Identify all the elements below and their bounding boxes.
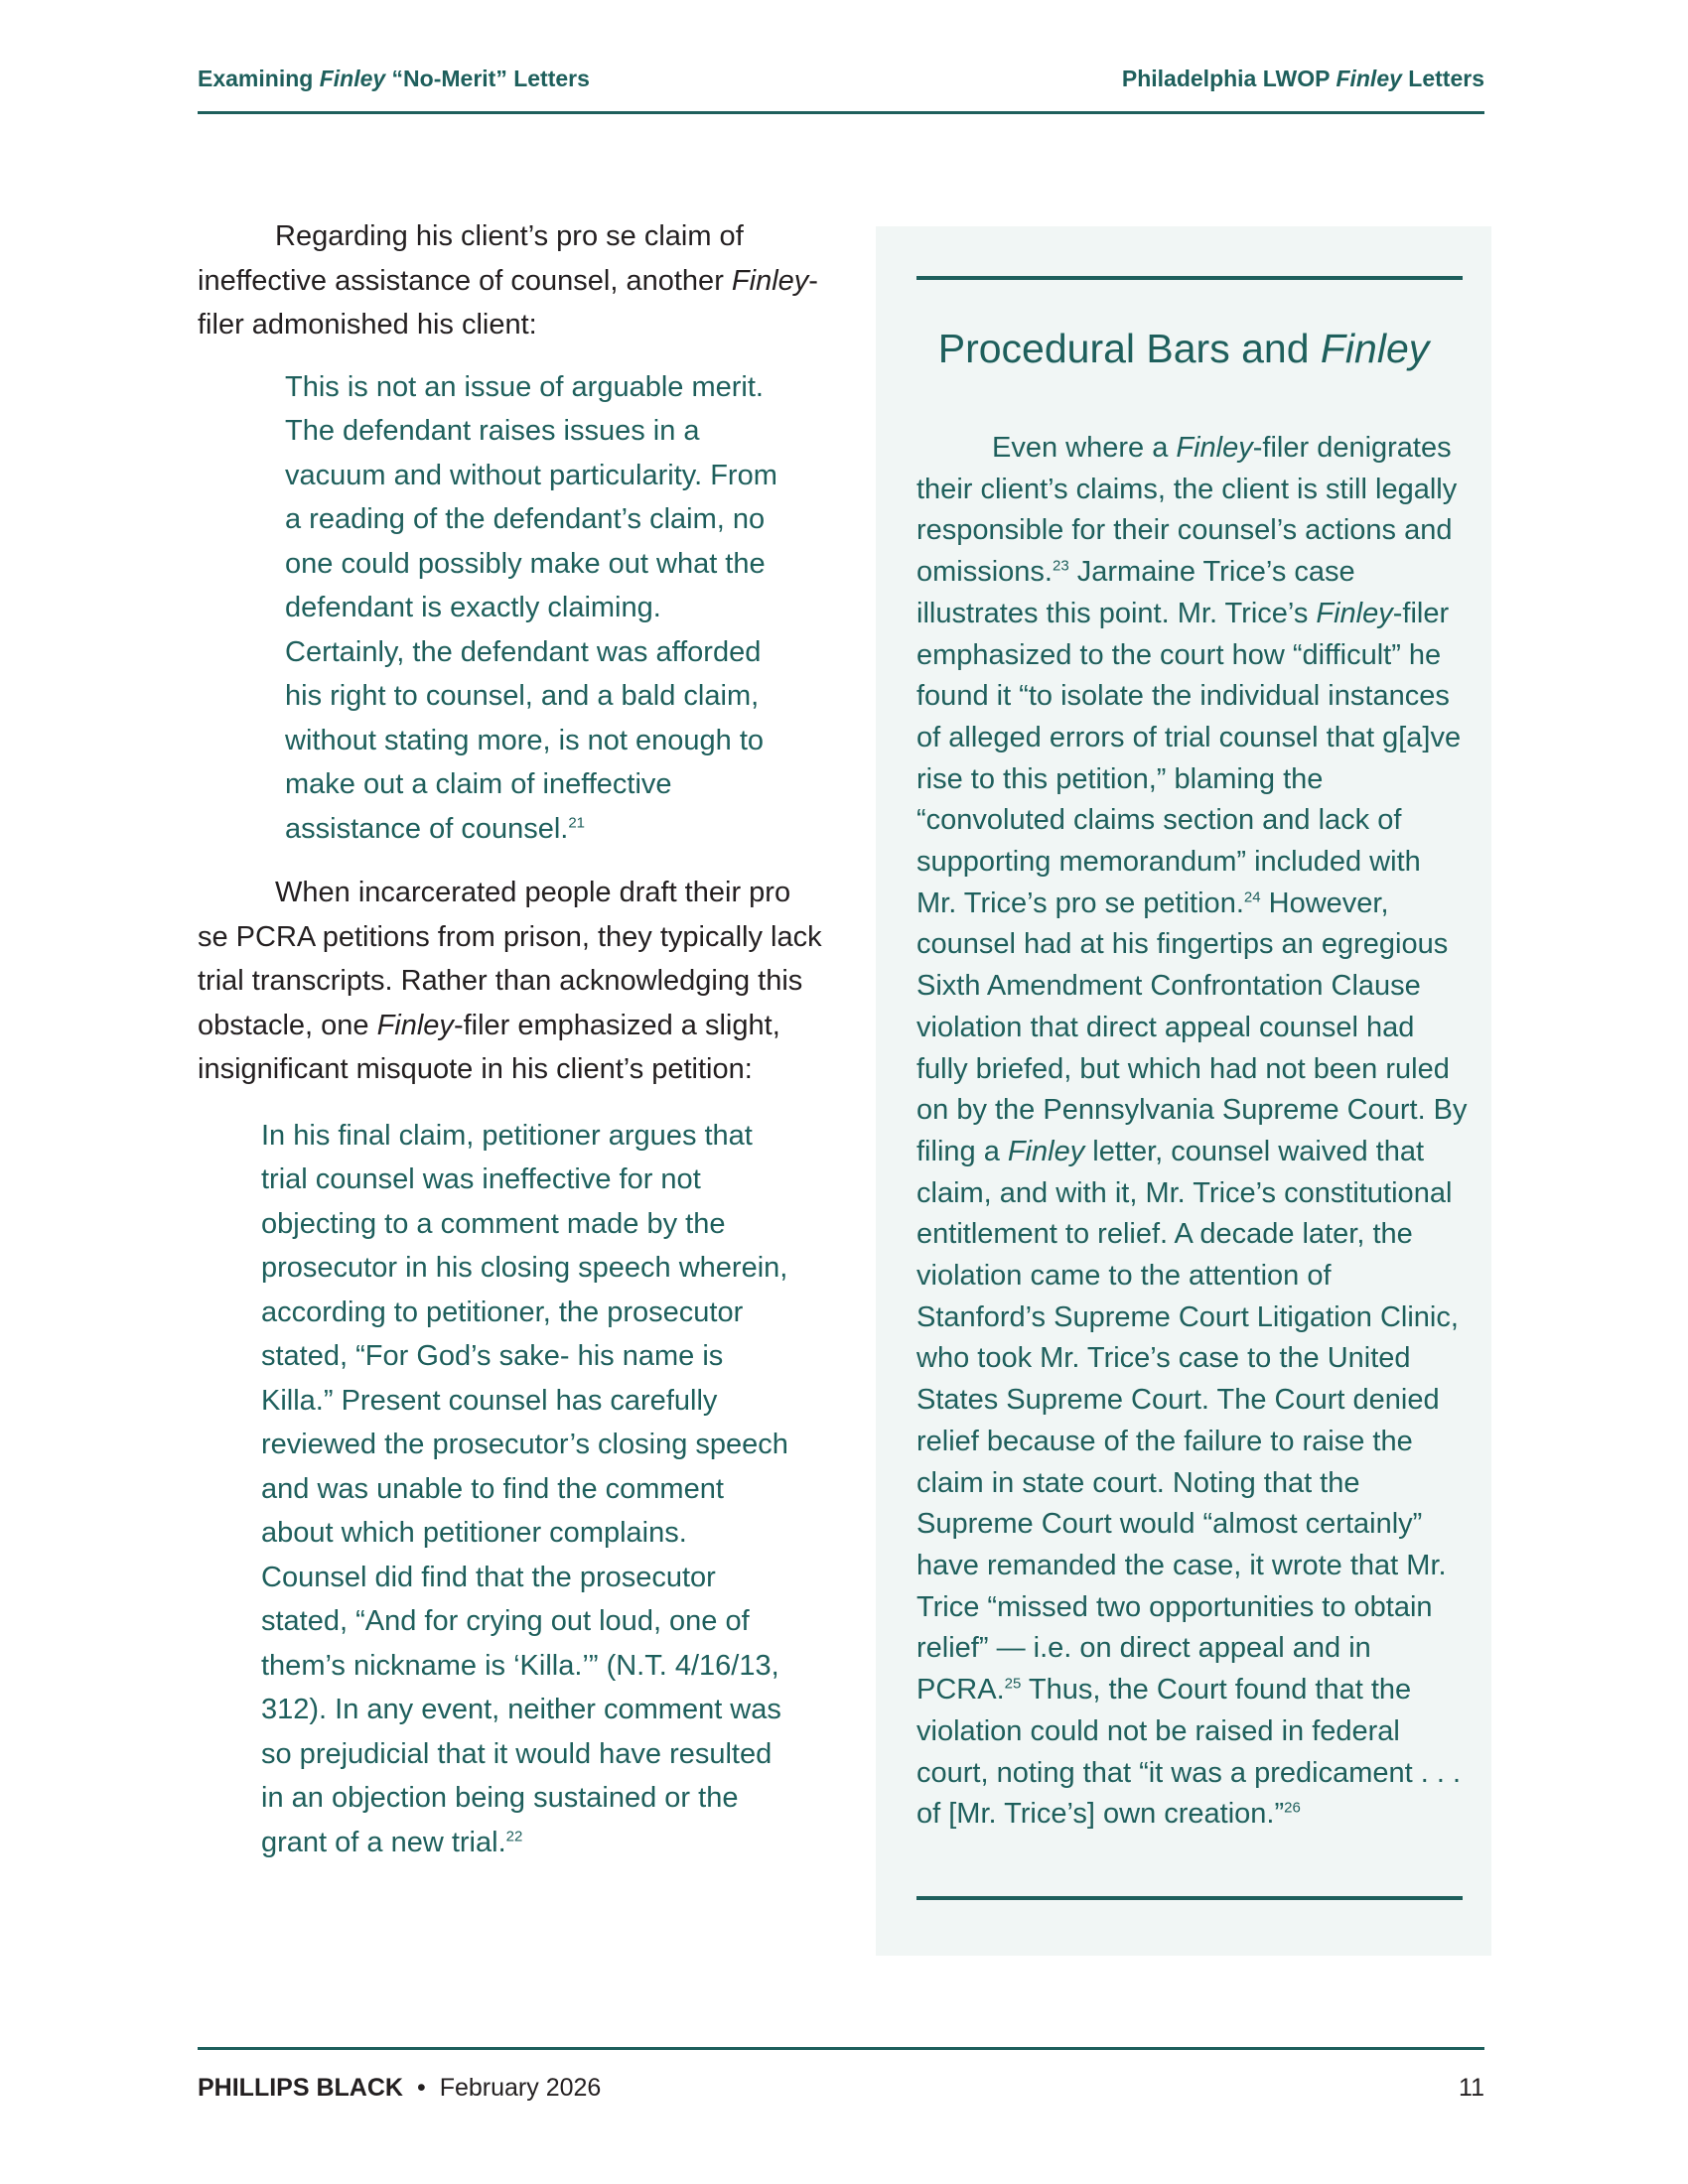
footnote-ref-23: 23 (1053, 557, 1069, 575)
footnote-ref-25: 25 (1004, 1675, 1022, 1693)
footer-separator: • (416, 2074, 426, 2102)
footnote-ref-24: 24 (1243, 888, 1261, 906)
footer-date: February 2026 (439, 2074, 602, 2102)
sidebar-top-rule (916, 276, 1463, 280)
footnote-ref-22: 22 (505, 1827, 523, 1844)
block-quote-2: In his final claim, petitioner argues that trial counsel was ineffective for not objecting to a comment made by the prosecutor in his closing speech wherein, according to petitioner, the prosecutor stated, “For God’s sake- his name is Killa.” Present counsel has carefully reviewed the prosecutor’s closing speech and was unable to find the comment about which petitioner complains. Counsel did find that the prosecutor stated, “And for crying out loud, one of them’s nickname is ‘Killa.’” (N.T. 4/16/13, 312). In any event, neither comment was so prejudicial that it would have resulted in an objection being sustained or the grant of a new trial.$^{22}$ (261, 1119, 788, 1858)
footnote-ref-26: 26 (1284, 1799, 1301, 1817)
running-header (198, 62, 1484, 114)
sidebar-title: Procedural Bars and Finley (937, 326, 1430, 371)
paragraph-intro-2: When incarcerated people draft their pro se PCRA petitions from prison, they typically lack trial transcripts. Rather than acknowledging this obstacle, one Finley-filer emphasized a slight, insignificant misquote in his client’s petition: (198, 877, 822, 1085)
page-number: 11 (1459, 2074, 1484, 2102)
paragraph-intro-1: Regarding his client’s pro se claim of ineffective assistance of counsel, another Finley-filer admonished his client: (198, 220, 818, 341)
sidebar-bottom-rule (916, 1896, 1463, 1900)
sidebar-box (876, 226, 1491, 1956)
page-footer (198, 2047, 1484, 2102)
header-left-title: Examining Finley “No-Merit” Letters (198, 66, 590, 91)
footnote-ref-21: 21 (568, 813, 586, 831)
sidebar-body: Even where a Finley-filer denigrates their client’s claims, the client is still legally responsible for their counsel’s actions and omissions.$^{23}$ Jarmaine Trice’s case illustrates this point. Mr. Trice’s Finley-filer emphasized to the court how “difficult” he found it “to isolate the individual instances of alleged errors of trial counsel that g[a]ve rise to this petition,” blaming the “convoluted claims section and lack of supporting memorandum” included with Mr. Trice’s pro se petition.$^{24}$ However, counsel had at his fingertips an egregious Sixth Amendment Confrontation Clause violation that direct appeal counsel had fully briefed, but which had not been ruled on by the Pennsylvania Supreme Court. By filing a Finley letter, counsel waived that claim, and with it, Mr. Trice’s constitutional entitlement to relief. A decade later, the violation came to the attention of Stanford’s Supreme Court Litigation Clinic, who took Mr. Trice’s case to the United States Supreme Court. The Court denied relief because of the failure to raise the claim in state court. Noting that the Supreme Court would “almost certainly” have remanded the case, it wrote that Mr. Trice “missed two opportunities to obtain relief” — i.e. on direct appeal and in PCRA.$^{25}$ Thus, the Court found that the violation could not be raised in federal court, noting that “it was a predicament . . . of [Mr. Trice’s] own creation.”$^{26}$ (916, 432, 1468, 1831)
main-column (198, 214, 823, 1864)
block-quote-1: This is not an issue of arguable merit. The defendant raises issues in a vacuum and without particularity. From a reading of the defendant’s claim, no one could possibly make out what the defendant is exactly claiming. Certainly, the defendant was afforded his right to counsel, and a bald claim, without stating more, is not enough to make out a claim of ineffective assistance of counsel.$^{21}$ (285, 370, 777, 845)
header-right-title: Philadelphia LWOP Finley Letters (1121, 66, 1484, 91)
footer-organization: PHILLIPS BLACK (198, 2074, 403, 2102)
